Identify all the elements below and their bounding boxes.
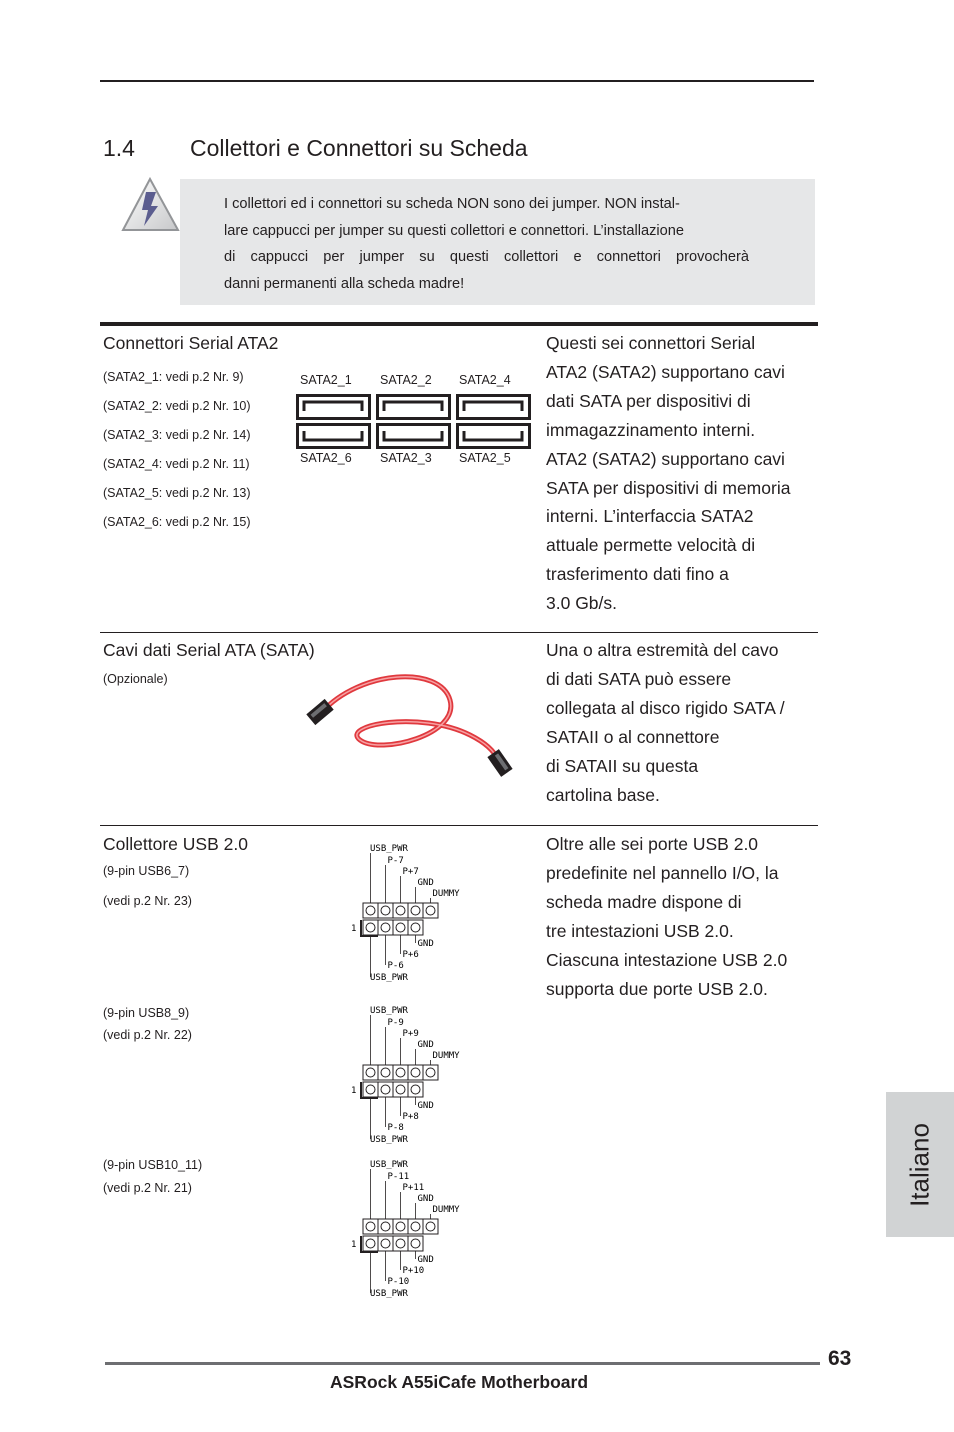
pin [396, 906, 405, 915]
sata-ref: (SATA2_2: vedi p.2 Nr. 10) [103, 399, 251, 413]
pin-label: P-9 [387, 1018, 404, 1028]
section-title: Collettori e Connettori su Scheda [190, 135, 528, 161]
pin1-label: 1 [351, 1240, 357, 1250]
page-number: 63 [828, 1347, 852, 1370]
pin [411, 906, 420, 915]
pin1-label: 1 [351, 924, 357, 934]
pin-cell [393, 903, 408, 918]
note-line: di cappucci per jumper su questi collettori e connettori provocherà [224, 249, 749, 265]
pin-label: USB_PWR [370, 1160, 408, 1170]
pin-cell [393, 1082, 408, 1097]
pin-cell [393, 920, 408, 935]
cable-title: Cavi dati Serial ATA (SATA) [103, 640, 315, 660]
pin-cell [423, 1065, 438, 1080]
pin-cell [408, 1219, 423, 1234]
pin-label: GND [417, 878, 434, 888]
pin-label: P-7 [387, 856, 404, 866]
usb-header-diagram [345, 1005, 495, 1150]
pin [396, 1239, 405, 1248]
usb-header-ref: (9-pin USB6_7) [103, 864, 190, 878]
pin-cell [393, 1065, 408, 1080]
pin-cell [378, 1082, 393, 1097]
sata-description [546, 329, 821, 618]
note-line: I collettori ed i connettori su scheda NON sono dei jumper. NON instal- [224, 196, 680, 212]
sata-ref: (SATA2_6: vedi p.2 Nr. 15) [103, 515, 251, 529]
desc-line: ATA2 (SATA2) supportano cavi [546, 361, 785, 382]
usb-header-ref: (vedi p.2 Nr. 23) [103, 894, 192, 908]
section-rule-thick [100, 322, 818, 326]
desc-line: Oltre alle sei porte USB 2.0 [546, 834, 759, 854]
pin1-label: 1 [351, 1086, 357, 1096]
pin [381, 923, 390, 932]
sata-ref: (SATA2_1: vedi p.2 Nr. 9) [103, 370, 244, 384]
pin [381, 1222, 390, 1231]
pin-label: GND [417, 1101, 434, 1111]
usb-description [546, 830, 821, 1003]
pin-label: P-11 [387, 1172, 410, 1182]
pin-cell [423, 903, 438, 918]
pin-cell [393, 1236, 408, 1251]
pin-cell [393, 1219, 408, 1234]
pin-label: GND [417, 1255, 434, 1265]
pin [366, 1239, 375, 1248]
note-line: lare cappucci per jumper su questi collettori e connettori. L’installazione [224, 222, 684, 239]
usb-header-diagram [345, 1159, 495, 1304]
desc-line: SATAII o al connettore [546, 726, 720, 747]
desc-line: cartolina base. [546, 784, 660, 805]
language-tab-label: Italiano [904, 1122, 935, 1207]
desc-line: di SATAII su questa [546, 755, 699, 776]
pin-cell [423, 1219, 438, 1234]
pin [396, 1222, 405, 1231]
pin-cell [378, 1236, 393, 1251]
pin-label: USB_PWR [370, 844, 408, 854]
top-rule [100, 80, 814, 82]
desc-line: collegata al disco rigido SATA / [546, 697, 785, 718]
pin-label: P-8 [387, 1123, 404, 1133]
pin-cell [363, 1236, 378, 1251]
pin-cell [363, 1082, 378, 1097]
language-tab [886, 1092, 954, 1237]
desc-line: trasferimento dati fino a [546, 564, 729, 585]
pin [366, 1068, 375, 1077]
pin [426, 1222, 435, 1231]
sata-ref: (SATA2_5: vedi p.2 Nr. 13) [103, 486, 251, 500]
pin-label: P+8 [402, 1112, 419, 1122]
pin-label: GND [417, 1194, 434, 1204]
pin [411, 1239, 420, 1248]
sata-label-bottom-3: SATA2_5 [459, 451, 511, 465]
section-rule [100, 825, 818, 826]
pin-cell [363, 1219, 378, 1234]
pin-label: P+9 [402, 1029, 419, 1039]
pin-cell [408, 1065, 423, 1080]
pin-label: DUMMY [432, 889, 460, 899]
sata-ref: (SATA2_4: vedi p.2 Nr. 11) [103, 457, 250, 471]
usb-header-ref: (9-pin USB10_11) [103, 1158, 203, 1172]
desc-line: interni. L’interfaccia SATA2 [546, 506, 754, 527]
pin-label: USB_PWR [370, 1135, 408, 1145]
pin-label: USB_PWR [370, 1006, 408, 1016]
pin [366, 923, 375, 932]
pin-cell [363, 1065, 378, 1080]
pin-label: USB_PWR [370, 1289, 408, 1299]
warning-lightning-icon [120, 176, 182, 234]
pin-label: P+10 [402, 1266, 425, 1276]
cable-subtitle: (Opzionale) [103, 672, 168, 686]
pin [411, 1068, 420, 1077]
pin-cell [378, 903, 393, 918]
usb-title: Collettore USB 2.0 [103, 834, 248, 854]
usb-pin-svg [345, 843, 495, 988]
sata-label-bottom-2: SATA2_3 [380, 451, 432, 465]
pin [426, 906, 435, 915]
pin-cell [363, 920, 378, 935]
pin [366, 906, 375, 915]
desc-line: attuale permette velocità di [546, 535, 756, 556]
pin-cell [408, 903, 423, 918]
pin [381, 1068, 390, 1077]
usb-header-ref: (vedi p.2 Nr. 21) [103, 1181, 192, 1195]
pin-cell [378, 920, 393, 935]
sata-label-top-1: SATA2_1 [300, 373, 352, 387]
pin-label: P-6 [387, 961, 404, 971]
pin [381, 906, 390, 915]
section-rule [100, 632, 818, 633]
pin [411, 1222, 420, 1231]
section-number: 1.4 [103, 135, 135, 161]
desc-line: ATA2 (SATA2) supportano cavi [546, 448, 785, 469]
pin-cell [378, 1219, 393, 1234]
sata-cable-image [300, 660, 530, 785]
note-text [224, 191, 749, 297]
pin-cell [408, 1236, 423, 1251]
pin-label: P+7 [402, 867, 419, 877]
pin [396, 923, 405, 932]
pin-cell [408, 920, 423, 935]
pin-label: USB_PWR [370, 973, 408, 983]
pin [366, 1085, 375, 1094]
sata-label-bottom-1: SATA2_6 [300, 451, 352, 465]
pin [411, 1085, 420, 1094]
desc-line: predefinite nel pannello I/O, la [546, 862, 779, 883]
sata-refs [103, 363, 251, 537]
pin-cell [363, 903, 378, 918]
cable-description [546, 636, 821, 809]
usb-header-ref: (9-pin USB8_9) [103, 1006, 190, 1020]
pin-label: P+6 [402, 950, 419, 960]
desc-line: Questi sei connettori Serial [546, 333, 756, 353]
pin [366, 1222, 375, 1231]
sata-ports-diagram [296, 394, 536, 455]
footer-rule [105, 1362, 820, 1365]
desc-line: tre intestazioni USB 2.0. [546, 920, 734, 941]
pin-label: P+11 [402, 1183, 425, 1193]
usb-pin-svg [345, 1159, 495, 1304]
footer-text: ASRock A55iCafe Motherboard [330, 1372, 589, 1392]
desc-line: di dati SATA può essere [546, 668, 732, 689]
pin [381, 1239, 390, 1248]
usb-header-diagram [345, 843, 495, 988]
desc-line: supporta due porte USB 2.0. [546, 978, 768, 999]
pin [381, 1085, 390, 1094]
pin-label: GND [417, 939, 434, 949]
pin-cell [378, 1065, 393, 1080]
pin-label: DUMMY [432, 1051, 460, 1061]
pin [426, 1068, 435, 1077]
pin [411, 923, 420, 932]
note-line: danni permanenti alla scheda madre! [224, 275, 465, 292]
usb-pin-svg [345, 1005, 495, 1150]
sata-label-top-3: SATA2_4 [459, 373, 511, 387]
pin [396, 1085, 405, 1094]
desc-line: Una o altra estremità del cavo [546, 640, 779, 660]
sata-label-top-2: SATA2_2 [380, 373, 432, 387]
pin [396, 1068, 405, 1077]
pin-label: GND [417, 1040, 434, 1050]
pin-label: DUMMY [432, 1205, 460, 1215]
desc-line: SATA per dispositivi di memoria [546, 477, 791, 498]
pin-label: P-10 [387, 1277, 410, 1287]
desc-line: immagazzinamento interni. [546, 419, 756, 440]
sata-ref: (SATA2_3: vedi p.2 Nr. 14) [103, 428, 251, 442]
desc-line: Ciascuna intestazione USB 2.0 [546, 949, 788, 970]
sata-title: Connettori Serial ATA2 [103, 333, 279, 353]
desc-line: 3.0 Gb/s. [546, 593, 618, 614]
desc-line: scheda madre dispone di [546, 891, 742, 912]
desc-line: dati SATA per dispositivi di [546, 390, 751, 411]
usb-header-ref: (vedi p.2 Nr. 22) [103, 1028, 192, 1042]
pin-cell [408, 1082, 423, 1097]
